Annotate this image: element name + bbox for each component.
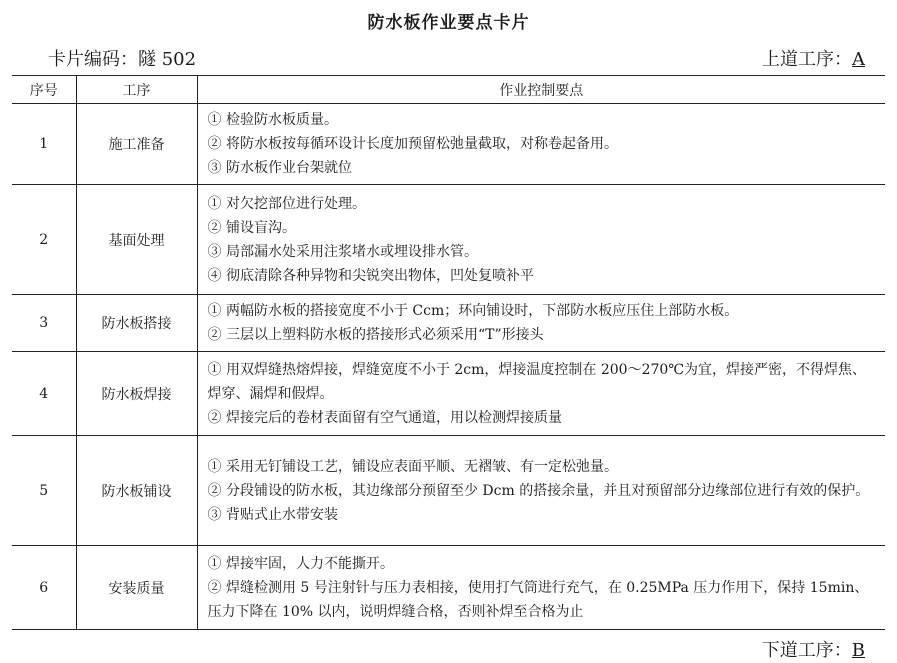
row-no: 1 [12, 104, 76, 185]
table-row [12, 352, 885, 436]
table-row [12, 546, 885, 630]
point-item: ② 焊缝检测用 5 号注射针与压力表相接，使用打气筒进行充气，在 0.25MPa 压力作用下，保持 15min、压力下降在 10% 以内，说明焊缝合格，否则补焊至合格为止 [207, 579, 869, 620]
row-no: 3 [12, 295, 76, 352]
row-process: 防水板搭接 [76, 295, 197, 352]
row-no: 2 [12, 185, 76, 295]
point-item: ① 对欠挖部位进行处理。 [207, 195, 366, 212]
point-item: ① 采用无钉铺设工艺，铺设应表面平顺、无褶皱、有一定松弛量。 [207, 458, 618, 475]
card-number-value: 隧 502 [138, 49, 197, 70]
row-points [197, 295, 885, 352]
row-points [197, 185, 885, 295]
row-process: 基面处理 [76, 185, 197, 295]
row-points [197, 436, 885, 546]
row-no: 4 [12, 352, 76, 436]
point-item: ① 检验防水板质量。 [207, 112, 338, 128]
point-item: ③ 背贴式止水带安装 [207, 506, 338, 523]
header-points: 作业控制要点 [197, 76, 885, 104]
table-row [12, 295, 885, 352]
work-points-table [12, 75, 885, 630]
previous-process-value: A [852, 49, 865, 70]
point-item: ① 焊接牢固，人力不能撕开。 [207, 555, 394, 572]
row-process: 防水板焊接 [76, 352, 197, 436]
row-process: 施工准备 [76, 104, 197, 185]
row-points [197, 546, 885, 630]
point-item: ④ 彻底清除各种异物和尖锐突出物体，凹处复喷补平 [207, 267, 534, 284]
card-number-label: 卡片编码： [48, 49, 138, 70]
table-row [12, 104, 885, 185]
row-no: 5 [12, 436, 76, 546]
point-item: ① 用双焊缝热熔焊接，焊缝宽度不小于 2cm，焊接温度控制在 200～270℃为宜，焊接严密，不得焊焦、焊穿、漏焊和假焊。 [207, 361, 866, 402]
next-process [762, 636, 865, 662]
point-item: ② 将防水板按每循环设计长度加预留松弛量截取，对称卷起备用。 [207, 136, 618, 152]
point-item: ① 两幅防水板的搭接宽度不小于 Ccm；环向铺设时，下部防水板应压住上部防水板。 [207, 303, 739, 319]
table-row [12, 436, 885, 546]
card-number [48, 45, 196, 71]
row-no: 6 [12, 546, 76, 630]
header-process: 工序 [76, 76, 197, 104]
point-item: ② 三层以上塑料防水板的搭接形式必须采用“T”形接头 [207, 327, 544, 343]
row-process: 安装质量 [76, 546, 197, 630]
point-item: ② 铺设盲沟。 [207, 219, 296, 236]
table-header-row [12, 76, 885, 104]
next-process-value: B [851, 640, 865, 661]
header-no: 序号 [12, 76, 76, 104]
point-item: ③ 防水板作业台架就位 [207, 160, 352, 176]
previous-process-label: 上道工序： [762, 49, 852, 70]
page-title: 防水板作业要点卡片 [367, 13, 530, 33]
point-item: ② 分段铺设的防水板，其边缘部分预留至少 Dcm 的搭接余量，并且对预留部分边缘部位进行有效的保护。 [207, 482, 870, 499]
point-item: ② 焊接完后的卷材表面留有空气通道，用以检测焊接质量 [207, 409, 562, 426]
next-process-label: 下道工序： [761, 640, 852, 661]
table-row [12, 185, 885, 295]
row-points [197, 352, 885, 436]
row-process: 防水板铺设 [76, 436, 197, 546]
previous-process [762, 45, 865, 71]
point-item: ③ 局部漏水处采用注浆堵水或埋设排水管。 [207, 243, 478, 260]
row-points [197, 104, 885, 185]
